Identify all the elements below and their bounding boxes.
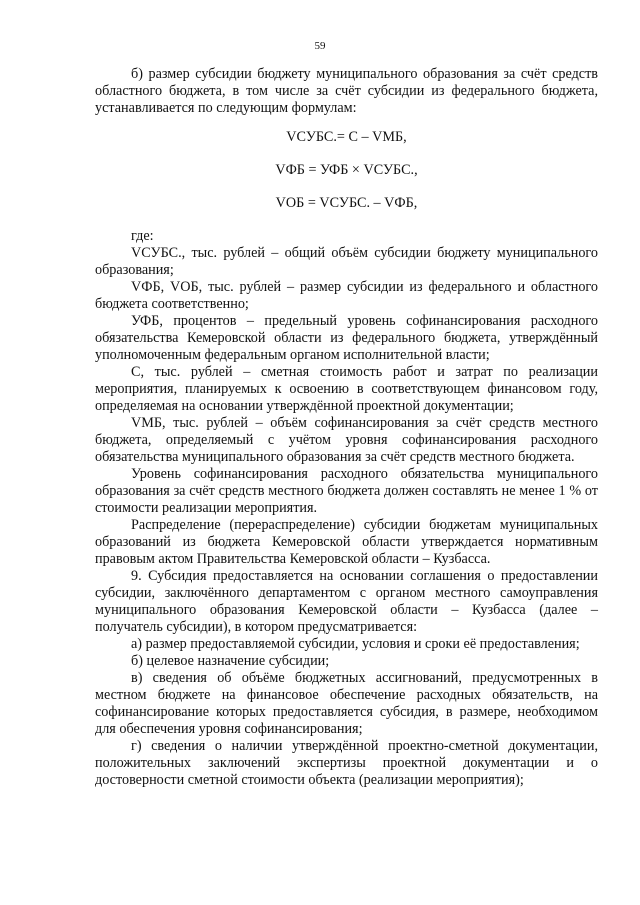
where-label: где:	[131, 228, 154, 244]
definition-ufb: УФБ, процентов – предельный уровень софинансирования расходного обязательства Кемеровской области из федерального бюджета, утверждённый уполномоченным федеральным органом исполнительной власти;	[95, 313, 598, 363]
list-item-a: а) размер предоставляемой субсидии, условия и сроки её предоставления;	[131, 636, 580, 652]
formula-subsidy-total: VСУБС.= С – VМБ,	[286, 129, 407, 145]
definition-vmb: VМБ, тыс. рублей – объём софинансирования за счёт средств местного бюджета, определяемый с учётом уровня софинансирования расходного обязательства муниципального образования за счёт средств местного бюджета.	[95, 415, 598, 465]
definition-vfb-vob: VФБ, VОБ, тыс. рублей – размер субсидии из федерального и областного бюджета соответственно;	[95, 279, 598, 312]
list-item-v: в) сведения об объёме бюджетных ассигнований, предусмотренных в местном бюджете на финансовое обеспечение расходных обязательств, на софинансирование которых предоставляется субсидия, в размере, необходимом для обеспечения уровня софинансирования;	[95, 670, 598, 737]
formula-regional-share: VОБ = VСУБС. – VФБ,	[275, 195, 418, 211]
list-item-b: б) целевое назначение субсидии;	[131, 653, 330, 669]
formula-federal-share: VФБ = УФБ × VСУБС.,	[275, 162, 418, 178]
list-item-g: г) сведения о наличии утверждённой проектно-сметной документации, положительных заключений экспертизы проектной документации и о достоверности сметной стоимости объекта (реализации мероприятия);	[95, 738, 598, 788]
definition-vsubs: VСУБС., тыс. рублей – общий объём субсидии бюджету муниципального образования;	[95, 245, 598, 278]
document-body	[95, 66, 598, 789]
definition-c: С, тыс. рублей – сметная стоимость работ и затрат по реализации мероприятия, планируемых к освоению в соответствующем финансовом году, определяемая на основании утверждённой проектной документации;	[95, 364, 598, 414]
paragraph-cofinancing-level: Уровень софинансирования расходного обязательства муниципального образования за счёт средств местного бюджета должен составлять не менее 1 % от стоимости реализации мероприятия.	[95, 466, 598, 516]
page-number: 59	[314, 40, 326, 52]
intro-paragraph: б) размер субсидии бюджету муниципального образования за счёт средств областного бюджета, в том числе за счёт субсидии из федерального бюджета, устанавливается по следующим формулам:	[95, 66, 598, 116]
paragraph-item-9: 9. Субсидия предоставляется на основании соглашения о предоставлении субсидии, заключённого департаментом с органом местного самоуправления муниципального образования Кемеровской области – Кузбасса (далее – получатель субсидии), в котором предусматривается:	[95, 568, 598, 635]
paragraph-distribution: Распределение (перераспределение) субсидии бюджетам муниципальных образований из бюджета Кемеровской области утверждается нормативным правовым актом Правительства Кемеровской области – Кузбасса.	[95, 517, 598, 567]
